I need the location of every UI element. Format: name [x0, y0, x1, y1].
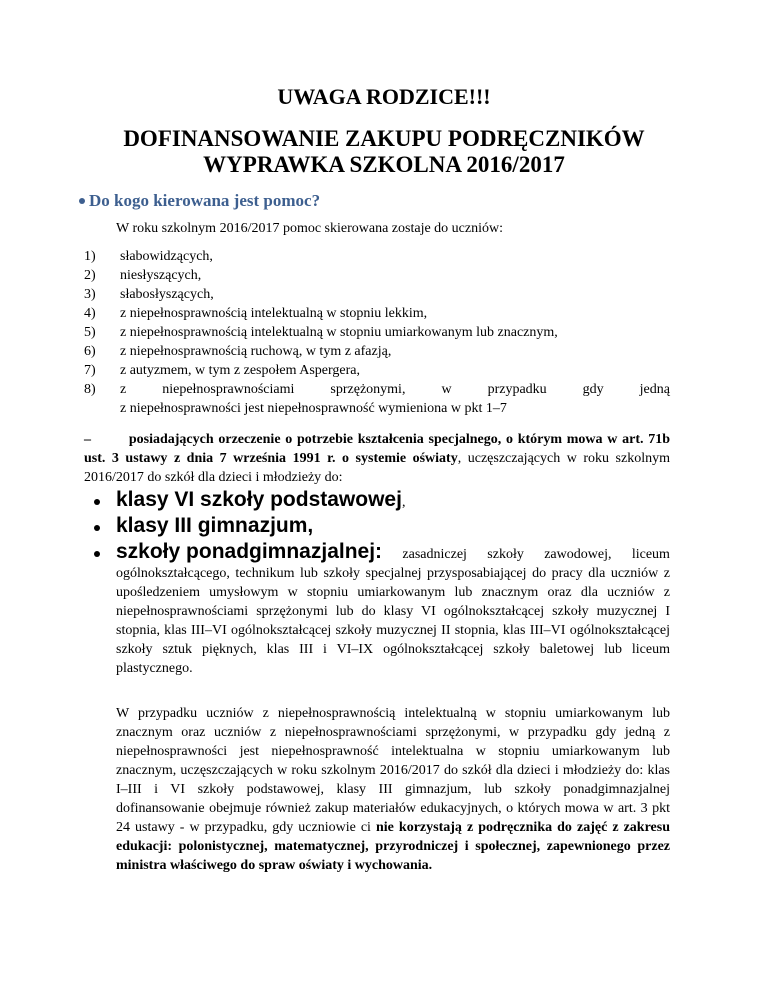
list-item [84, 304, 670, 323]
list-number: 7) [84, 363, 96, 378]
question-heading [89, 191, 320, 211]
list-item-text: z niepełnosprawnościami sprzężonymi, w przypadku gdy jedną [120, 382, 670, 397]
list-item-text: z niepełnosprawnością intelektualną w stopniu lekkim, [120, 306, 428, 321]
list-item-text: słabowidzących, [120, 249, 213, 264]
list-item [84, 342, 670, 361]
bullet-icon [79, 198, 85, 204]
list-number: 2) [84, 268, 96, 283]
heading-line-2: WYPRAWKA SZKOLNA 2016/2017 [203, 152, 565, 177]
intro-text: W roku szkolnym 2016/2017 pomoc skierowana zostaje do uczniów: [116, 221, 503, 236]
list-number: 4) [84, 306, 96, 321]
materials-paragraph [116, 704, 670, 875]
school-bullet [116, 514, 313, 538]
school-bullet: klasy VI szkoły podstawowej, [116, 488, 405, 512]
page-title: UWAGA RODZICE!!! [277, 84, 491, 109]
bullet-icon [94, 551, 100, 557]
list-item [84, 323, 670, 342]
school-bullet: szkoły ponadgimnazjalnej: zasadniczej szkoły zawodowej, liceum ogólnokształcącego, technikum lub szkoły specjalnej przysposabiającej do pracy dla uczniów z upośledzeniem umysłowym w stopniu umiarkowanym lub znacznym oraz dla uczniów z niepełnosprawnościami sprzężonymi lub do klasy VI ogólnokształcącej szkoły muzycznej I stopnia, klas III–VI ogólnokształcącej szkoły muzycznej II stopnia, klas III–VI ogólnokształcącej szkoły sztuk pięknych, klas III i VI–IX ogólnokształcącej szkoły baletowej lub liceum plastycznego. [116, 540, 670, 678]
list-item-text-continued: z niepełnosprawności jest niepełnosprawność wymieniona w pkt 1–7 [120, 401, 507, 416]
list-item [84, 361, 670, 380]
list-number: 3) [84, 287, 96, 302]
school-bullet-text: szkoły ponadgimnazjalnej: [116, 540, 383, 563]
list-number: 5) [84, 325, 96, 340]
list-item [84, 247, 670, 266]
bullet-icon [94, 525, 100, 531]
materials-text: W przypadku uczniów z niepełnosprawnością intelektualną w stopniu umiarkowanym lub znacznym oraz uczniów z niepełnosprawnościami sprzężonymi, w przypadku gdy jedną z niepełnosprawności jest niepełnosprawność intelektualna w stopniu umiarkowanym lub znacznym, uczęszczających w roku szkolnym 2016/2017 do szkół dla dzieci i młodzieży do: klas I–III i VI szkoły podstawowej, klasy III gimnazjum, lub szkoły ponadgimnazjalnej dofinansowanie obejmuje również zakup materiałów edukacyjnych, o których mowa w art. 3 pkt 24 ustawy - w przypadku, gdy uczniowie ci [116, 706, 670, 835]
list-item [84, 380, 670, 418]
school-bullet-text: klasy VI szkoły podstawowej [116, 488, 402, 511]
list-item-text: z niepełnosprawnością ruchową, w tym z afazją, [120, 344, 392, 359]
list-number: 1) [84, 249, 96, 264]
heading-line-1: DOFINANSOWANIE ZAKUPU PODRĘCZNIKÓW [123, 126, 645, 151]
list-item [84, 285, 670, 304]
list-number: 6) [84, 344, 96, 359]
list-item-text: niesłyszących, [120, 268, 202, 283]
dash: – [84, 432, 91, 447]
list-item-text: z niepełnosprawnością intelektualną w stopniu umiarkowanym lub znacznym, [120, 325, 558, 340]
list-item-text: słabosłyszących, [120, 287, 214, 302]
bullet-icon [94, 499, 100, 505]
school-bullet-details: ogólnokształcącego, technikum lub szkoły specjalnej przysposabiającej do pracy dla uczniów z upośledzeniem umysłowym w stopniu umiarkowanym lub znacznym oraz dla uczniów z niepełnosprawnościami sprzężonymi lub do klasy VI ogólnokształcącej szkoły muzycznej I stopnia, klas III–VI ogólnokształcącej szkoły muzycznej II stopnia, klas III–VI ogólnokształcącej szkoły sztuk pięknych, klas III i VI–IX ogólnokształcącej szkoły baletowej lub liceum plastycznego. [116, 566, 670, 676]
list-item [84, 266, 670, 285]
eligibility-bold-text: posiadających orzeczenie o potrzebie kształcenia specjalnego, o którym mowa w art. 71b ust. 3 ustawy z dnia 7 września 1991 r. o systemie oświaty [84, 432, 671, 466]
materials-bold-text: nie korzystają z podręcznika do zajęć z zakresu edukacji: polonistycznej, matematycznej, przyrodniczej i społecznej, zapewnionego przez ministra właściwego do spraw oświaty i wychowania. [116, 820, 670, 873]
question-text: Do kogo kierowana jest pomoc? [89, 191, 321, 210]
list-number: 8) [84, 382, 96, 397]
eligibility-text: , uczęszczających w roku szkolnym 2016/2017 do szkół dla dzieci i młodzieży do: [84, 451, 670, 485]
numbered-list [84, 247, 670, 418]
eligibility-paragraph [84, 430, 670, 487]
school-bullet-text: klasy III gimnazjum, [116, 514, 314, 537]
list-item-text: z autyzmem, w tym z zespołem Aspergera, [120, 363, 360, 378]
document-heading [0, 126, 768, 178]
